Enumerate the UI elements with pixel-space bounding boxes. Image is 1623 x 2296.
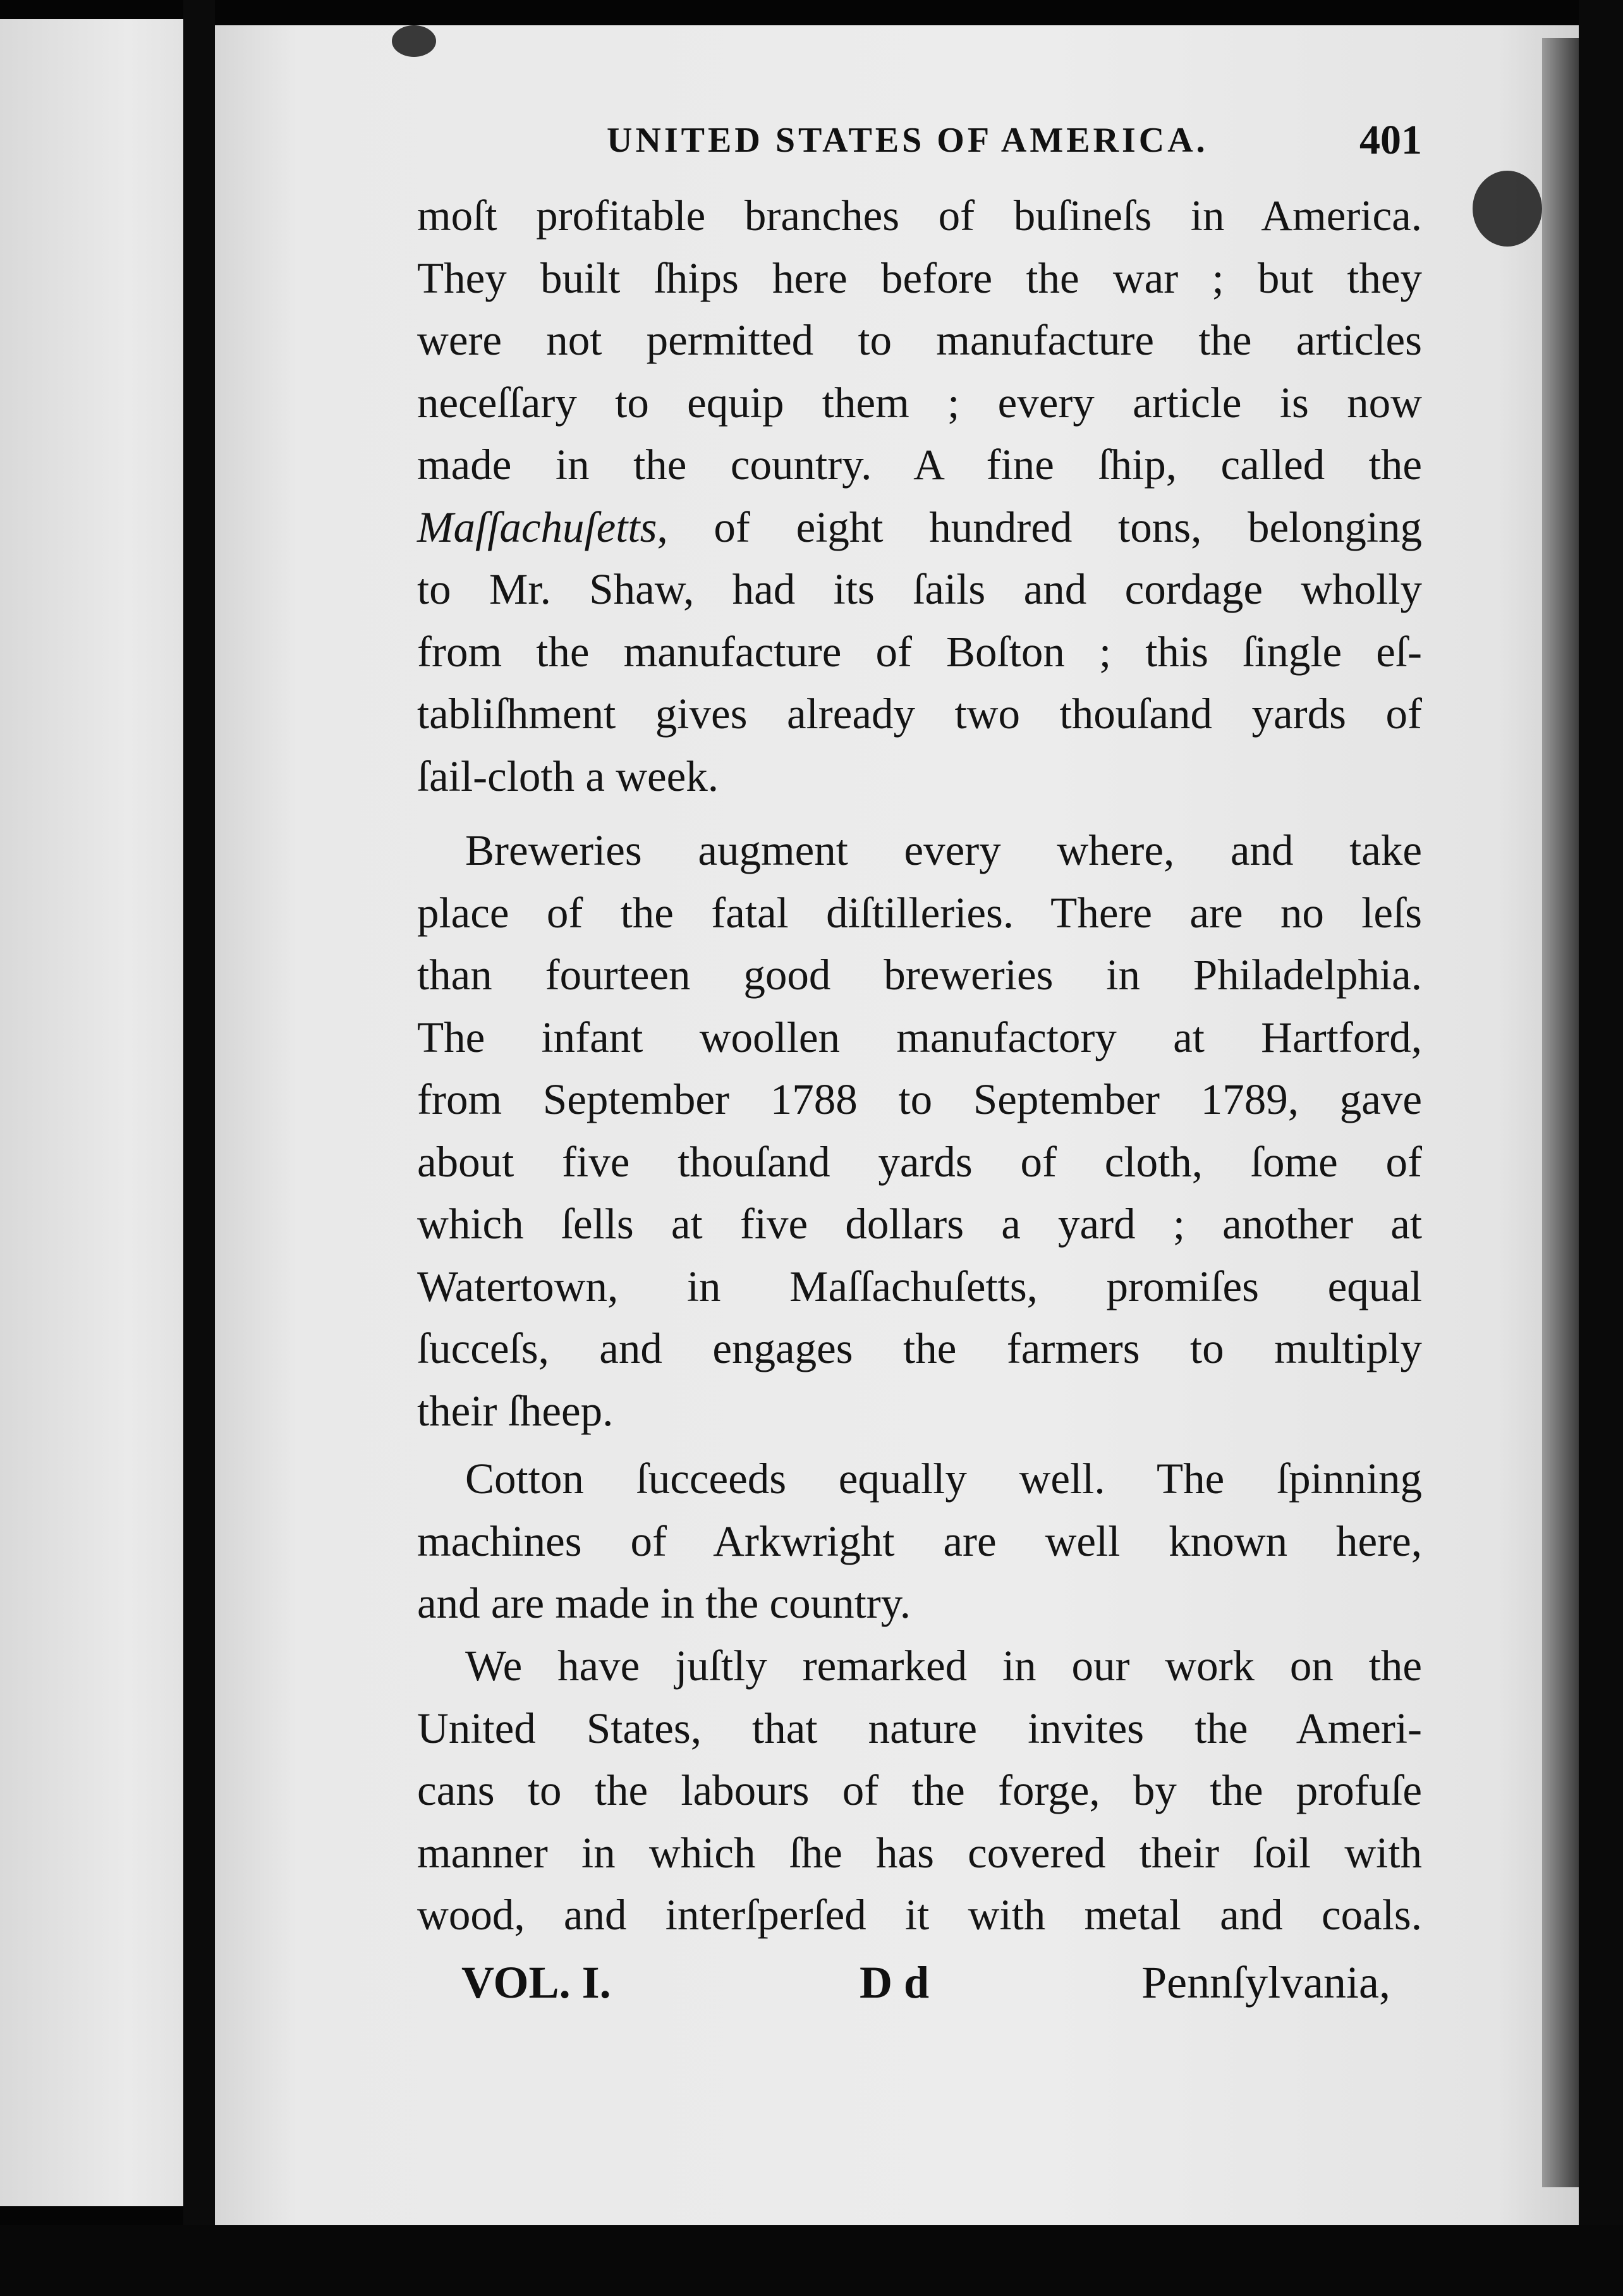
text-line: manner in which ſhe has covered their ſoil with [417,1828,1422,1877]
text-line: made in the country. A fine ſhip, called the [417,441,1422,489]
book-gutter [183,0,215,2296]
page-number: 401 [1359,117,1422,163]
text-line: from the manufacture of Boſton ; this ſingle eſ- [417,627,1422,676]
scan-border-bottom [0,2225,1623,2296]
page-footer [417,1957,1390,2020]
text-line: ſucceſs, and engages the farmers to multiply [417,1324,1422,1372]
text-line: Breweries augment every where, and take [465,826,1422,874]
scan-border-right [1579,0,1623,2296]
text-line: than fourteen good breweries in Philadelphia. [417,951,1422,999]
text-line-rest: , of eight hundred tons, belonging [657,503,1422,551]
text-line: to Mr. Shaw, had its ſails and cordage wholly [417,565,1422,613]
ink-blot [1473,171,1542,247]
paragraph [417,1635,1422,1946]
text-line: and are made in the country. [417,1579,911,1627]
page-edge-shadow [1542,38,1580,2187]
ship-name: Maſſachuſetts [417,503,657,551]
text-line: about five thouſand yards of cloth, ſome of [417,1137,1422,1186]
facing-page-edge [0,19,38,2206]
text-line: cans to the labours of the forge, by the profuſe [417,1766,1422,1814]
text-line: They built ſhips here before the war ; but they [417,253,1422,302]
paragraph [417,185,1422,807]
text-line [417,496,1422,559]
facing-page [0,19,183,2206]
text-line: wood, and interſperſed it with metal and coals. [417,1891,1422,1939]
volume-signature: VOL. I. [461,1957,611,2008]
catchword: Pennſylvania, [1141,1957,1390,2008]
text-line: tabliſhment gives already two thouſand yards of [417,690,1422,738]
running-title: UNITED STATES OF AMERICA. [607,121,1208,160]
text-line: We have juſtly remarked in our work on the [465,1642,1422,1690]
text-line: ſail-cloth a week. [417,752,719,800]
text-line: Cotton ſucceeds equally well. The ſpinning [465,1455,1422,1503]
paragraph [417,819,1422,1442]
text-line: moſt profitable branches of buſineſs in America. [417,192,1422,240]
text-line: United States, that nature invites the Ameri- [417,1704,1422,1752]
text-line: neceſſary to equip them ; every article is now [417,378,1422,427]
text-line: which ſells at five dollars a yard ; another at [417,1200,1422,1248]
gathering-signature: D d [860,1957,930,2008]
text-line: place of the fatal diſtilleries. There are no leſs [417,888,1422,937]
running-head [607,117,1422,171]
text-line: Watertown, in Maſſachuſetts, promiſes equal [417,1262,1422,1310]
ink-blot [392,25,436,57]
text-line: The infant woollen manufactory at Hartford, [417,1013,1422,1061]
text-line: were not permitted to manufacture the articles [417,316,1422,364]
text-line: machines of Arkwright are well known here, [417,1517,1422,1565]
text-line: from September 1788 to September 1789, gave [417,1075,1422,1123]
paragraph [417,1448,1422,1635]
text-line: their ſheep. [417,1386,614,1435]
